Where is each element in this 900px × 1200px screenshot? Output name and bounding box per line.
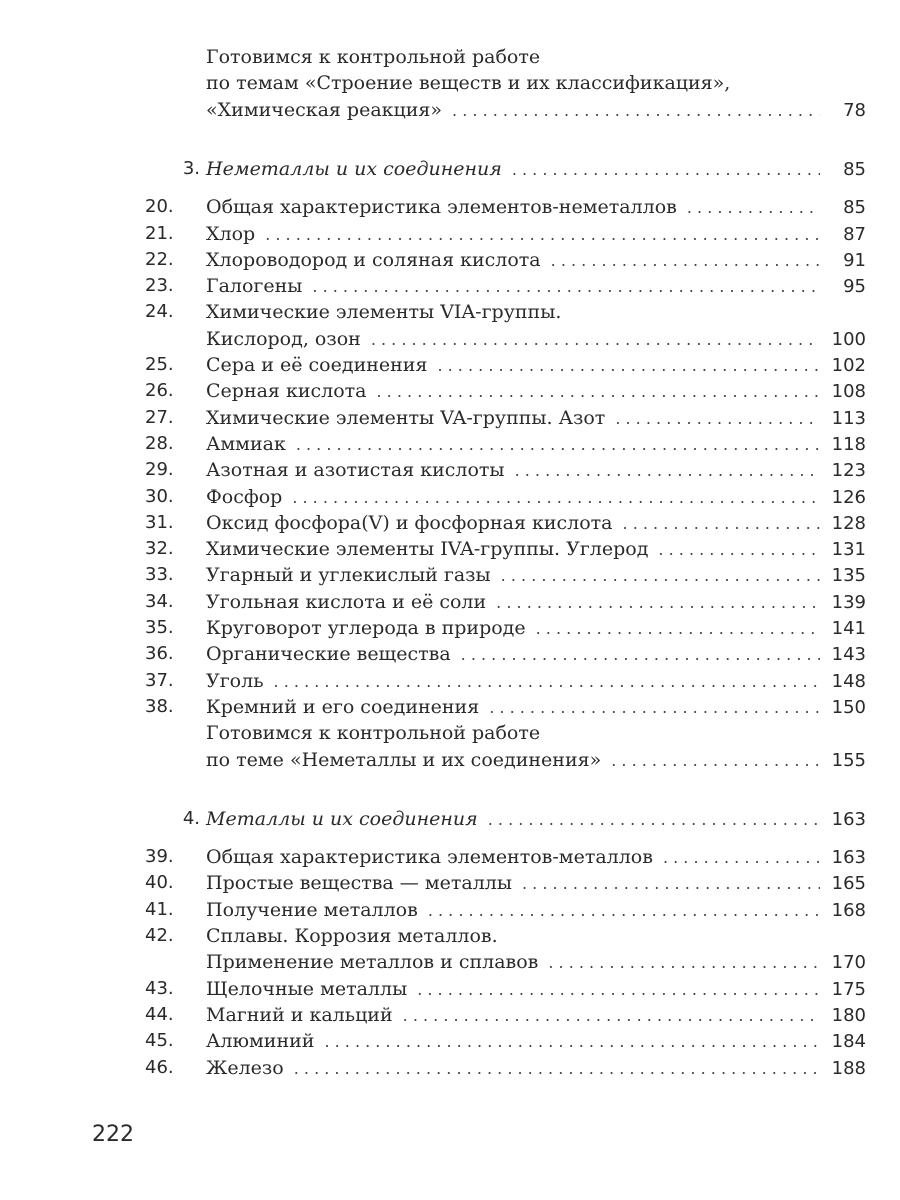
dot-leader — [428, 897, 820, 925]
toc-entry-page: 143 — [831, 644, 866, 666]
dot-leader — [274, 668, 820, 696]
toc-entry-page: 85 — [843, 197, 866, 219]
toc-entry-number: 38. — [145, 695, 174, 717]
chapter-number: 4. — [182, 807, 200, 829]
dot-leader — [488, 806, 820, 834]
toc-entry-page: 95 — [843, 276, 866, 298]
toc-entry-number: 43. — [145, 977, 174, 999]
dot-leader — [417, 976, 820, 1004]
toc-entry-page: 87 — [843, 223, 866, 245]
toc-entry-number: 30. — [145, 485, 174, 507]
dot-leader — [452, 97, 820, 125]
toc-entry-page: 168 — [831, 899, 866, 921]
toc-entry-page: 148 — [831, 670, 866, 692]
toc-entry-title: Хлор — [206, 222, 256, 245]
toc-entry-page: 118 — [831, 433, 866, 455]
dot-leader — [292, 484, 820, 512]
toc-entry-title: Применение металлов и сплавов — [206, 951, 539, 974]
toc-entry-number: 22. — [145, 248, 174, 270]
toc-entry-page: 135 — [831, 565, 866, 587]
toc-entry-page: 85 — [843, 158, 866, 180]
chapter-heading-line — [206, 805, 866, 833]
toc-entry-line — [206, 220, 866, 248]
toc-entry-line — [206, 246, 866, 274]
toc-entry-title: «Химическая реакция» — [206, 98, 443, 121]
toc-entry-line — [206, 535, 866, 563]
toc-entry-line — [206, 1001, 866, 1029]
toc-entry-page: 180 — [831, 1004, 866, 1026]
toc-entry-title: Серная кислота — [206, 380, 367, 403]
toc-entry-title: Химические элементы IVA-группы. Углерод — [206, 538, 649, 561]
dot-leader — [501, 562, 820, 590]
toc-entry-line — [206, 948, 866, 976]
toc-entry-page: 175 — [831, 978, 866, 1000]
toc-entry-title: Угарный и углекислый газы — [206, 564, 491, 587]
toc-entry-page: 131 — [831, 539, 866, 561]
toc-entry-number: 35. — [145, 617, 174, 638]
toc-entry-page: 188 — [831, 1057, 866, 1079]
toc-entry-title: Щелочные металлы — [206, 977, 408, 1000]
toc-entry-line — [206, 896, 866, 924]
toc-entry-page: 141 — [831, 618, 866, 639]
dot-leader — [496, 589, 820, 617]
toc-entry-number: 33. — [145, 564, 174, 586]
dot-leader — [551, 247, 820, 275]
toc-entry-title: Общая характеристика элементов-металлов — [206, 846, 653, 869]
dot-leader — [403, 1002, 820, 1030]
toc-entry-number: 25. — [145, 354, 174, 375]
dot-leader — [611, 747, 820, 775]
toc-entry-title: по теме «Неметаллы и их соединения» — [206, 748, 602, 771]
toc-entry-title: Неметаллы и их соединения — [206, 157, 502, 180]
toc-entry-page: 170 — [831, 952, 866, 974]
toc-entry-page: 155 — [831, 749, 866, 771]
toc-entry-number: 21. — [145, 222, 174, 244]
toc-entry-title: Угольная кислота и её соли — [206, 590, 487, 613]
toc-entry-line — [206, 561, 866, 589]
toc-entry-page: 128 — [831, 512, 866, 534]
toc-entry-number: 34. — [145, 590, 174, 612]
dot-leader — [296, 431, 820, 459]
toc-entry-number: 40. — [145, 872, 174, 894]
toc-entry-number: 28. — [145, 432, 174, 454]
dot-leader — [522, 870, 820, 898]
toc-entry-line — [206, 667, 866, 695]
toc-entry-title: Химические элементы VA-группы. Азот — [206, 406, 606, 429]
toc-entry-line — [206, 69, 866, 97]
toc-entry-title: Железо — [206, 1056, 284, 1079]
toc-entry-title: Азотная и азотистая кислоты — [206, 459, 505, 482]
toc-entry-line — [206, 298, 866, 326]
toc-entry-page: 100 — [831, 328, 866, 350]
dot-leader — [512, 156, 820, 184]
toc-entry-line — [206, 404, 866, 432]
toc-entry-title: Кислород, озон — [206, 327, 361, 350]
toc-entry-title: Круговорот углерода в природе — [206, 617, 526, 639]
toc-entry-number: 45. — [145, 1030, 174, 1052]
toc-entry-title: Оксид фосфора(V) и фосфорная кислота — [206, 511, 613, 534]
toc-entry-line — [206, 719, 866, 747]
toc-entry-line — [206, 96, 866, 124]
toc-entry-line — [206, 325, 866, 353]
toc-entry-line — [206, 746, 866, 774]
toc-entry-page: 126 — [831, 486, 866, 508]
toc-entry-title: Металлы и их соединения — [206, 807, 478, 830]
toc-entry-line — [206, 922, 866, 950]
toc-entry-number: 39. — [145, 846, 174, 868]
toc-entry-title: Простые вещества — металлы — [206, 872, 512, 895]
toc-entry-title: Сплавы. Коррозия металлов. — [206, 925, 498, 947]
toc-entry-number: 36. — [145, 643, 174, 665]
toc-entry-page: 163 — [831, 847, 866, 869]
toc-entry-page: 163 — [831, 808, 866, 830]
toc-entry-title: Органические вещества — [206, 643, 451, 666]
toc-entry-line — [206, 640, 866, 668]
dot-leader — [687, 194, 820, 222]
toc-entry-line — [206, 693, 866, 721]
dot-leader — [615, 405, 820, 433]
toc-entry-title: Получение металлов — [206, 898, 418, 921]
chapter-heading-line — [206, 155, 866, 183]
toc-entry-line — [206, 1054, 866, 1082]
toc-entry-line — [206, 483, 866, 511]
toc-entry-page: 184 — [831, 1031, 866, 1053]
toc-entry-number: 26. — [145, 380, 174, 402]
toc-entry-number: 31. — [145, 511, 174, 533]
toc-entry-line — [206, 193, 866, 221]
toc-entry-line — [206, 1027, 866, 1055]
toc-entry-title: Галогены — [206, 275, 303, 298]
toc-entry-line — [206, 43, 866, 71]
toc-entry-title: Химические элементы VIA-группы. — [206, 301, 562, 324]
toc-entry-number: 46. — [145, 1056, 174, 1078]
toc-entry-number: 41. — [145, 898, 174, 920]
toc-entry-page: 113 — [831, 407, 866, 429]
toc-entry-page: 150 — [831, 696, 866, 718]
toc-entry-title: Общая характеристика элементов-неметаллов — [206, 196, 677, 219]
toc-entry-line — [206, 843, 866, 871]
toc-entry-page: 123 — [831, 460, 866, 482]
dot-leader — [548, 949, 820, 977]
dot-leader — [489, 694, 820, 722]
toc-entry-line — [206, 430, 866, 458]
dot-leader — [536, 615, 820, 643]
dot-leader — [312, 273, 820, 301]
toc-entry-line — [206, 272, 866, 300]
toc-entry-number: 29. — [145, 459, 174, 481]
toc-entry-page: 102 — [831, 355, 866, 376]
toc-entry-line — [206, 456, 866, 484]
toc-entry-page: 78 — [843, 99, 866, 121]
dot-leader — [663, 844, 820, 872]
chapter-number: 3. — [182, 157, 200, 179]
toc-entry-line — [206, 377, 866, 405]
toc-entry-number: 24. — [145, 301, 174, 323]
toc-entry-page: 108 — [831, 381, 866, 403]
toc-entry-line — [206, 509, 866, 537]
toc-entry-title: Фосфор — [206, 485, 283, 508]
dot-leader — [324, 1028, 820, 1056]
toc-entry-title: Уголь — [206, 669, 264, 692]
toc-entry-line — [206, 588, 866, 616]
toc-entry-number: 32. — [145, 538, 174, 560]
dot-leader — [437, 352, 820, 380]
toc-entry-title: Хлороводород и соляная кислота — [206, 248, 541, 271]
toc-entry-title: Магний и кальций — [206, 1003, 393, 1026]
toc-entry-title: Готовимся к контрольной работе — [206, 46, 541, 68]
toc-entry-page: 139 — [831, 591, 866, 613]
dot-leader — [371, 326, 820, 354]
toc-entry-title: Алюминий — [206, 1030, 315, 1053]
toc-entry-line — [206, 351, 866, 379]
toc-entry-line — [206, 869, 866, 897]
toc-entry-page: 91 — [843, 249, 866, 271]
dot-leader — [623, 510, 820, 538]
toc-entry-title: Аммиак — [206, 432, 286, 455]
toc-entry-page: 165 — [831, 873, 866, 895]
toc-entry-title: по темам «Строение веществ и их классификация», — [206, 72, 731, 95]
dot-leader — [377, 378, 821, 406]
toc-entry-number: 44. — [145, 1003, 174, 1025]
dot-leader — [658, 536, 820, 564]
toc-entry-line — [206, 975, 866, 1003]
toc-entry-title: Кремний и его соединения — [206, 695, 480, 718]
toc-entry-line — [206, 614, 866, 642]
toc-entry-number: 37. — [145, 669, 174, 691]
toc-entry-title: Готовимся к контрольной работе — [206, 722, 541, 745]
dot-leader — [294, 1055, 820, 1083]
dot-leader — [515, 457, 820, 485]
toc-entry-number: 27. — [145, 406, 174, 428]
toc-entry-title: Сера и её соединения — [206, 354, 428, 376]
dot-leader — [265, 221, 820, 249]
dot-leader — [461, 641, 820, 669]
toc-entry-number: 23. — [145, 275, 174, 297]
toc-entry-number: 42. — [145, 925, 174, 946]
page-number: 222 — [92, 1122, 134, 1147]
toc-entry-number: 20. — [145, 196, 174, 218]
